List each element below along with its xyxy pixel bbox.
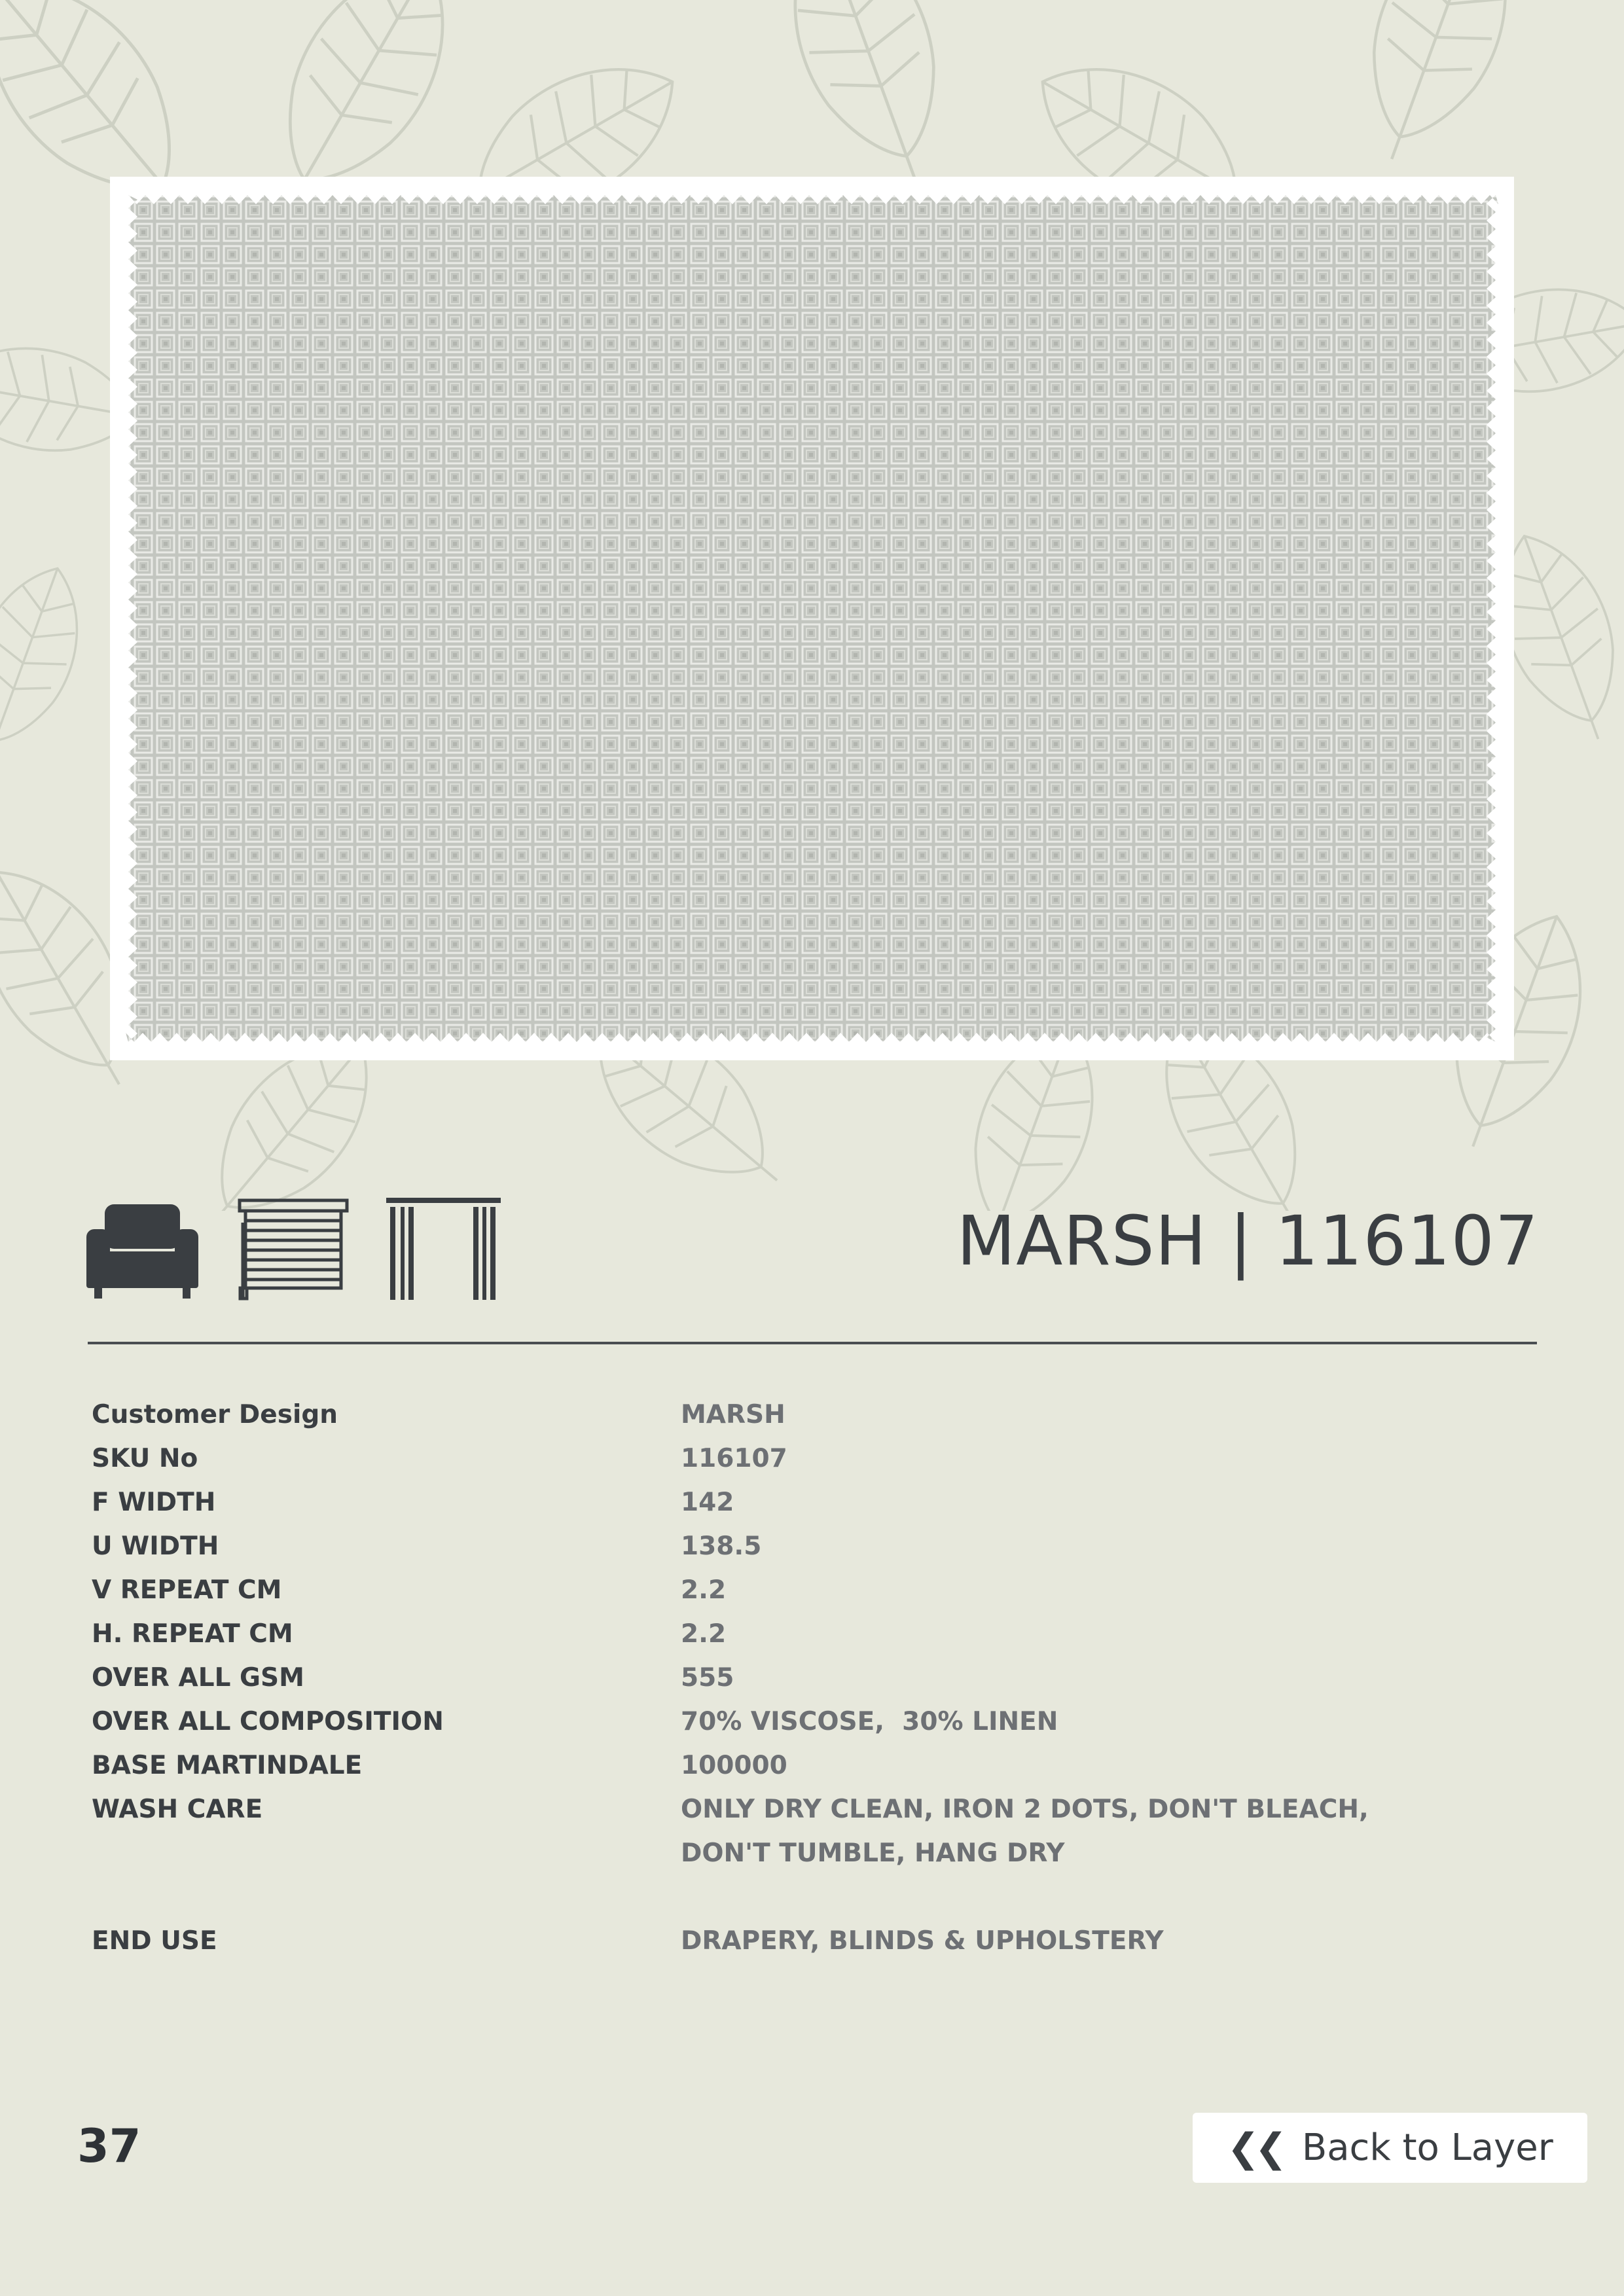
- spec-value: 2.2: [681, 1619, 727, 1649]
- spec-label: BASE MARTINDALE: [92, 1751, 363, 1780]
- double-chevron-left-icon: ❮❮: [1227, 2125, 1282, 2171]
- spec-value: 116107: [681, 1444, 787, 1473]
- product-title: MARSH | 116107: [956, 1201, 1539, 1281]
- spec-value-line-1: ONLY DRY CLEAN, IRON 2 DOTS, DON'T BLEACH,: [681, 1795, 1369, 1824]
- spec-label: OVER ALL GSM: [92, 1663, 304, 1693]
- spec-value: 100000: [681, 1751, 787, 1780]
- leaf-shape: [1335, 0, 1536, 179]
- spec-row-gsm: [92, 1656, 1532, 1700]
- leaf-shape: [763, 0, 975, 201]
- spec-value: 70% VISCOSE, 30% LINEN: [681, 1707, 1058, 1736]
- armchair-icon: [85, 1196, 200, 1301]
- spec-value: MARSH: [681, 1400, 785, 1429]
- spec-row-end-use: [92, 1919, 1532, 1963]
- spec-row-customer-design: [92, 1393, 1532, 1437]
- spec-label: END USE: [92, 1926, 217, 1956]
- spec-value: [681, 1787, 1401, 1875]
- spec-row-sku: [92, 1437, 1532, 1480]
- fabric-swatch-frame: [110, 177, 1514, 1060]
- spec-value: DRAPERY, BLINDS & UPHOLSTERY: [681, 1926, 1164, 1956]
- spec-label: H. REPEAT CM: [92, 1619, 293, 1649]
- spec-row-wash-care: [92, 1787, 1532, 1875]
- fabric-swatch-image: [110, 177, 1514, 1060]
- spec-label: Customer Design: [92, 1400, 338, 1429]
- spec-label: U WIDTH: [92, 1532, 219, 1561]
- blinds-icon: [238, 1196, 349, 1301]
- spec-value: 142: [681, 1488, 734, 1517]
- page-number: 37: [77, 2119, 141, 2173]
- spec-row-v-repeat: [92, 1568, 1532, 1612]
- spec-label: OVER ALL COMPOSITION: [92, 1707, 444, 1736]
- spec-label: F WIDTH: [92, 1488, 216, 1517]
- spec-row-u-width: [92, 1524, 1532, 1568]
- back-to-layer-label: Back to Layer: [1301, 2126, 1553, 2169]
- curtain-icon: [386, 1196, 501, 1301]
- spec-label: WASH CARE: [92, 1795, 263, 1824]
- spec-value: 2.2: [681, 1575, 727, 1605]
- spec-row-composition: [92, 1700, 1532, 1744]
- spec-label: V REPEAT CM: [92, 1575, 282, 1605]
- spec-row-f-width: [92, 1480, 1532, 1524]
- spec-value: 555: [681, 1663, 734, 1693]
- fabric-swatch-shape: [126, 195, 1498, 1042]
- spec-table: [92, 1393, 1532, 1963]
- spec-label: SKU No: [92, 1444, 198, 1473]
- spec-value-line-2: DON'T TUMBLE, HANG DRY: [681, 1839, 1065, 1868]
- divider: [88, 1342, 1537, 1344]
- leaf-shape: [0, 552, 101, 774]
- back-to-layer-button[interactable]: [1193, 2113, 1587, 2183]
- spec-value: 138.5: [681, 1532, 762, 1561]
- spec-row-martindale: [92, 1744, 1532, 1787]
- spec-row-h-repeat: [92, 1612, 1532, 1656]
